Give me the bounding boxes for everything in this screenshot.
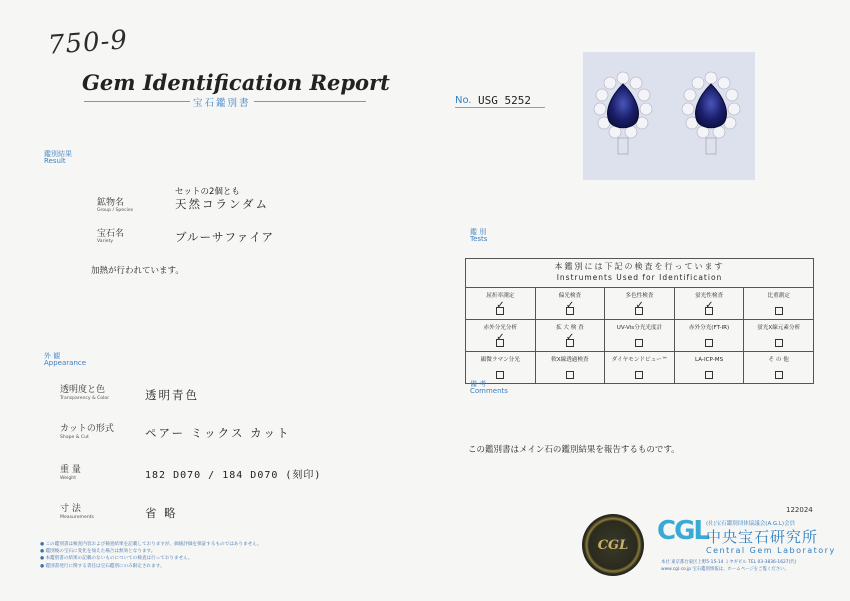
handwritten-code: 750-9: [47, 25, 129, 61]
weight-label-en: Weight: [60, 476, 77, 481]
test-checkbox: [566, 339, 574, 347]
test-cell: [535, 288, 605, 320]
test-label: ダイヤモンドビュー™: [611, 357, 668, 363]
appearance-heading-en: Appearance: [44, 359, 87, 367]
test-checkbox: [635, 371, 643, 379]
test-label: 軟X線透過検査: [551, 357, 589, 363]
comments-heading-en: Comments: [470, 387, 508, 395]
species-label: 鉱物名: [97, 198, 125, 208]
test-cell: [605, 352, 675, 384]
embossed-seal: [582, 514, 644, 576]
transparency-value: 透明青色: [145, 388, 199, 402]
transparency-label-en: Transparency & Color: [60, 396, 110, 401]
test-cell: [744, 320, 814, 352]
test-label: 偏光検査: [558, 293, 582, 299]
test-checkbox: [635, 339, 643, 347]
report-no-value: USG 5252: [478, 94, 531, 107]
test-cell: [466, 320, 536, 352]
instruments-table: [465, 258, 814, 384]
comments-text: この鑑別書はメイン石の鑑別結果を報告するものです。: [468, 445, 680, 455]
test-checkbox: [705, 339, 713, 347]
test-checkbox: [705, 371, 713, 379]
comments-heading-jp: 備 考: [470, 380, 487, 388]
test-label: そ の 他: [768, 357, 789, 363]
test-checkbox: [775, 307, 783, 315]
test-label: 多色性検査: [625, 293, 654, 299]
test-cell: [744, 288, 814, 320]
set-note: セットの2個とも: [175, 187, 240, 197]
org-name-jp: 中央宝石研究所: [706, 528, 819, 546]
tests-heading-jp: 鑑 別: [470, 228, 487, 236]
test-label: 蛍光X線元素分析: [757, 325, 801, 331]
species-label-en: Group / Species: [97, 208, 134, 213]
report-subtitle: 宝石鑑別書: [190, 95, 254, 109]
test-label: 拡 大 検 査: [556, 325, 584, 331]
instruments-table-header: [466, 259, 814, 288]
cut-value: ペアー ミックス カット: [145, 426, 291, 440]
test-cell: [744, 352, 814, 384]
test-cell: [605, 288, 675, 320]
footnote: ● この鑑別書は検査内容および検査結果を記載しておりますが、価値評価を保証するものではありません。: [40, 542, 262, 547]
measurements-label: 寸 法: [60, 504, 81, 514]
test-checkbox: [496, 307, 504, 315]
footnote: ● 本鑑別書の結果の記載のないものについての検査は行っておりません。: [40, 556, 193, 562]
org-web: www.cgl.co.jp 宝石鑑別情報は、ホームページをご覧ください。: [661, 566, 789, 572]
test-checkbox: [705, 307, 713, 315]
cut-label-en: Shape & Cut: [60, 435, 89, 440]
measurements-value: 省 略: [145, 506, 178, 520]
instruments-title-jp: 本鑑別には下記の検査を行っています: [554, 262, 725, 271]
weight-value: 182 D070 / 184 D070 (刻印): [145, 470, 322, 481]
test-cell: [674, 352, 744, 384]
test-cell: [674, 320, 744, 352]
earrings-image: [583, 52, 755, 180]
appearance-heading-jp: 外 観: [44, 352, 61, 360]
test-cell: [535, 320, 605, 352]
serial-number: 122024: [786, 506, 813, 514]
test-cell: [535, 352, 605, 384]
test-checkbox: [496, 339, 504, 347]
footnote: ● 鑑別書発行に関する責任は宝石鑑別にのみ限定されます。: [40, 563, 165, 569]
test-label: 比重測定: [767, 293, 790, 299]
transparency-label: 透明度と色: [60, 385, 106, 395]
test-label: LA-ICP-MS: [694, 357, 724, 363]
footnote: ● 鑑別後の宝石に変化を加えた場合は無効となります。: [40, 549, 156, 555]
report-title: Gem Identification Report: [82, 70, 390, 95]
test-checkbox: [635, 307, 643, 315]
test-cell: [466, 288, 536, 320]
test-checkbox: [496, 371, 504, 379]
variety-label: 宝石名: [97, 229, 125, 239]
cgl-logo: CGL: [657, 516, 708, 546]
test-cell: [605, 320, 675, 352]
variety-label-en: Variety: [97, 239, 114, 244]
test-label: 赤外分光(FT-IR): [688, 325, 730, 331]
measurements-label-en: Measurements: [60, 515, 94, 520]
org-member-line: (社)宝石鑑別団体協議会(A.G.L)会員: [706, 521, 796, 527]
org-address: 本社 東京都台東区上野5-15-14 ミヤギビル TEL 03-3836-1627(代): [661, 560, 797, 565]
gem-photo: [583, 52, 755, 180]
report-no-line: [455, 107, 545, 108]
heat-note: 加熱が行われています。: [91, 266, 184, 276]
test-label: 赤外分光分析: [483, 325, 518, 331]
footnotes: [40, 541, 262, 570]
test-label: 屈折率測定: [486, 293, 515, 299]
tests-heading-en: Tests: [470, 235, 488, 243]
result-heading-jp: 鑑別結果: [44, 150, 72, 158]
seal-text: CGL: [597, 537, 629, 553]
test-checkbox: [566, 307, 574, 315]
org-address-block: [661, 560, 796, 573]
test-label: 顕微ラマン分光: [480, 357, 520, 363]
cut-label: カットの形式: [60, 424, 114, 434]
variety-value: ブルーサファイア: [175, 230, 274, 244]
test-checkbox: [775, 339, 783, 347]
test-label: 蛍光性検査: [695, 293, 724, 299]
species-value: 天然コランダム: [175, 197, 270, 211]
weight-label: 重 量: [60, 465, 81, 475]
test-checkbox: [775, 371, 783, 379]
instruments-title-en: Instruments Used for Identification: [556, 273, 723, 282]
test-label: UV-Vis分光光度計: [616, 325, 663, 331]
org-name-en: Central Gem Laboratory: [706, 546, 836, 555]
report-no-label: No.: [455, 95, 472, 106]
test-checkbox: [566, 371, 574, 379]
result-heading-en: Result: [44, 157, 66, 165]
test-cell: [674, 288, 744, 320]
